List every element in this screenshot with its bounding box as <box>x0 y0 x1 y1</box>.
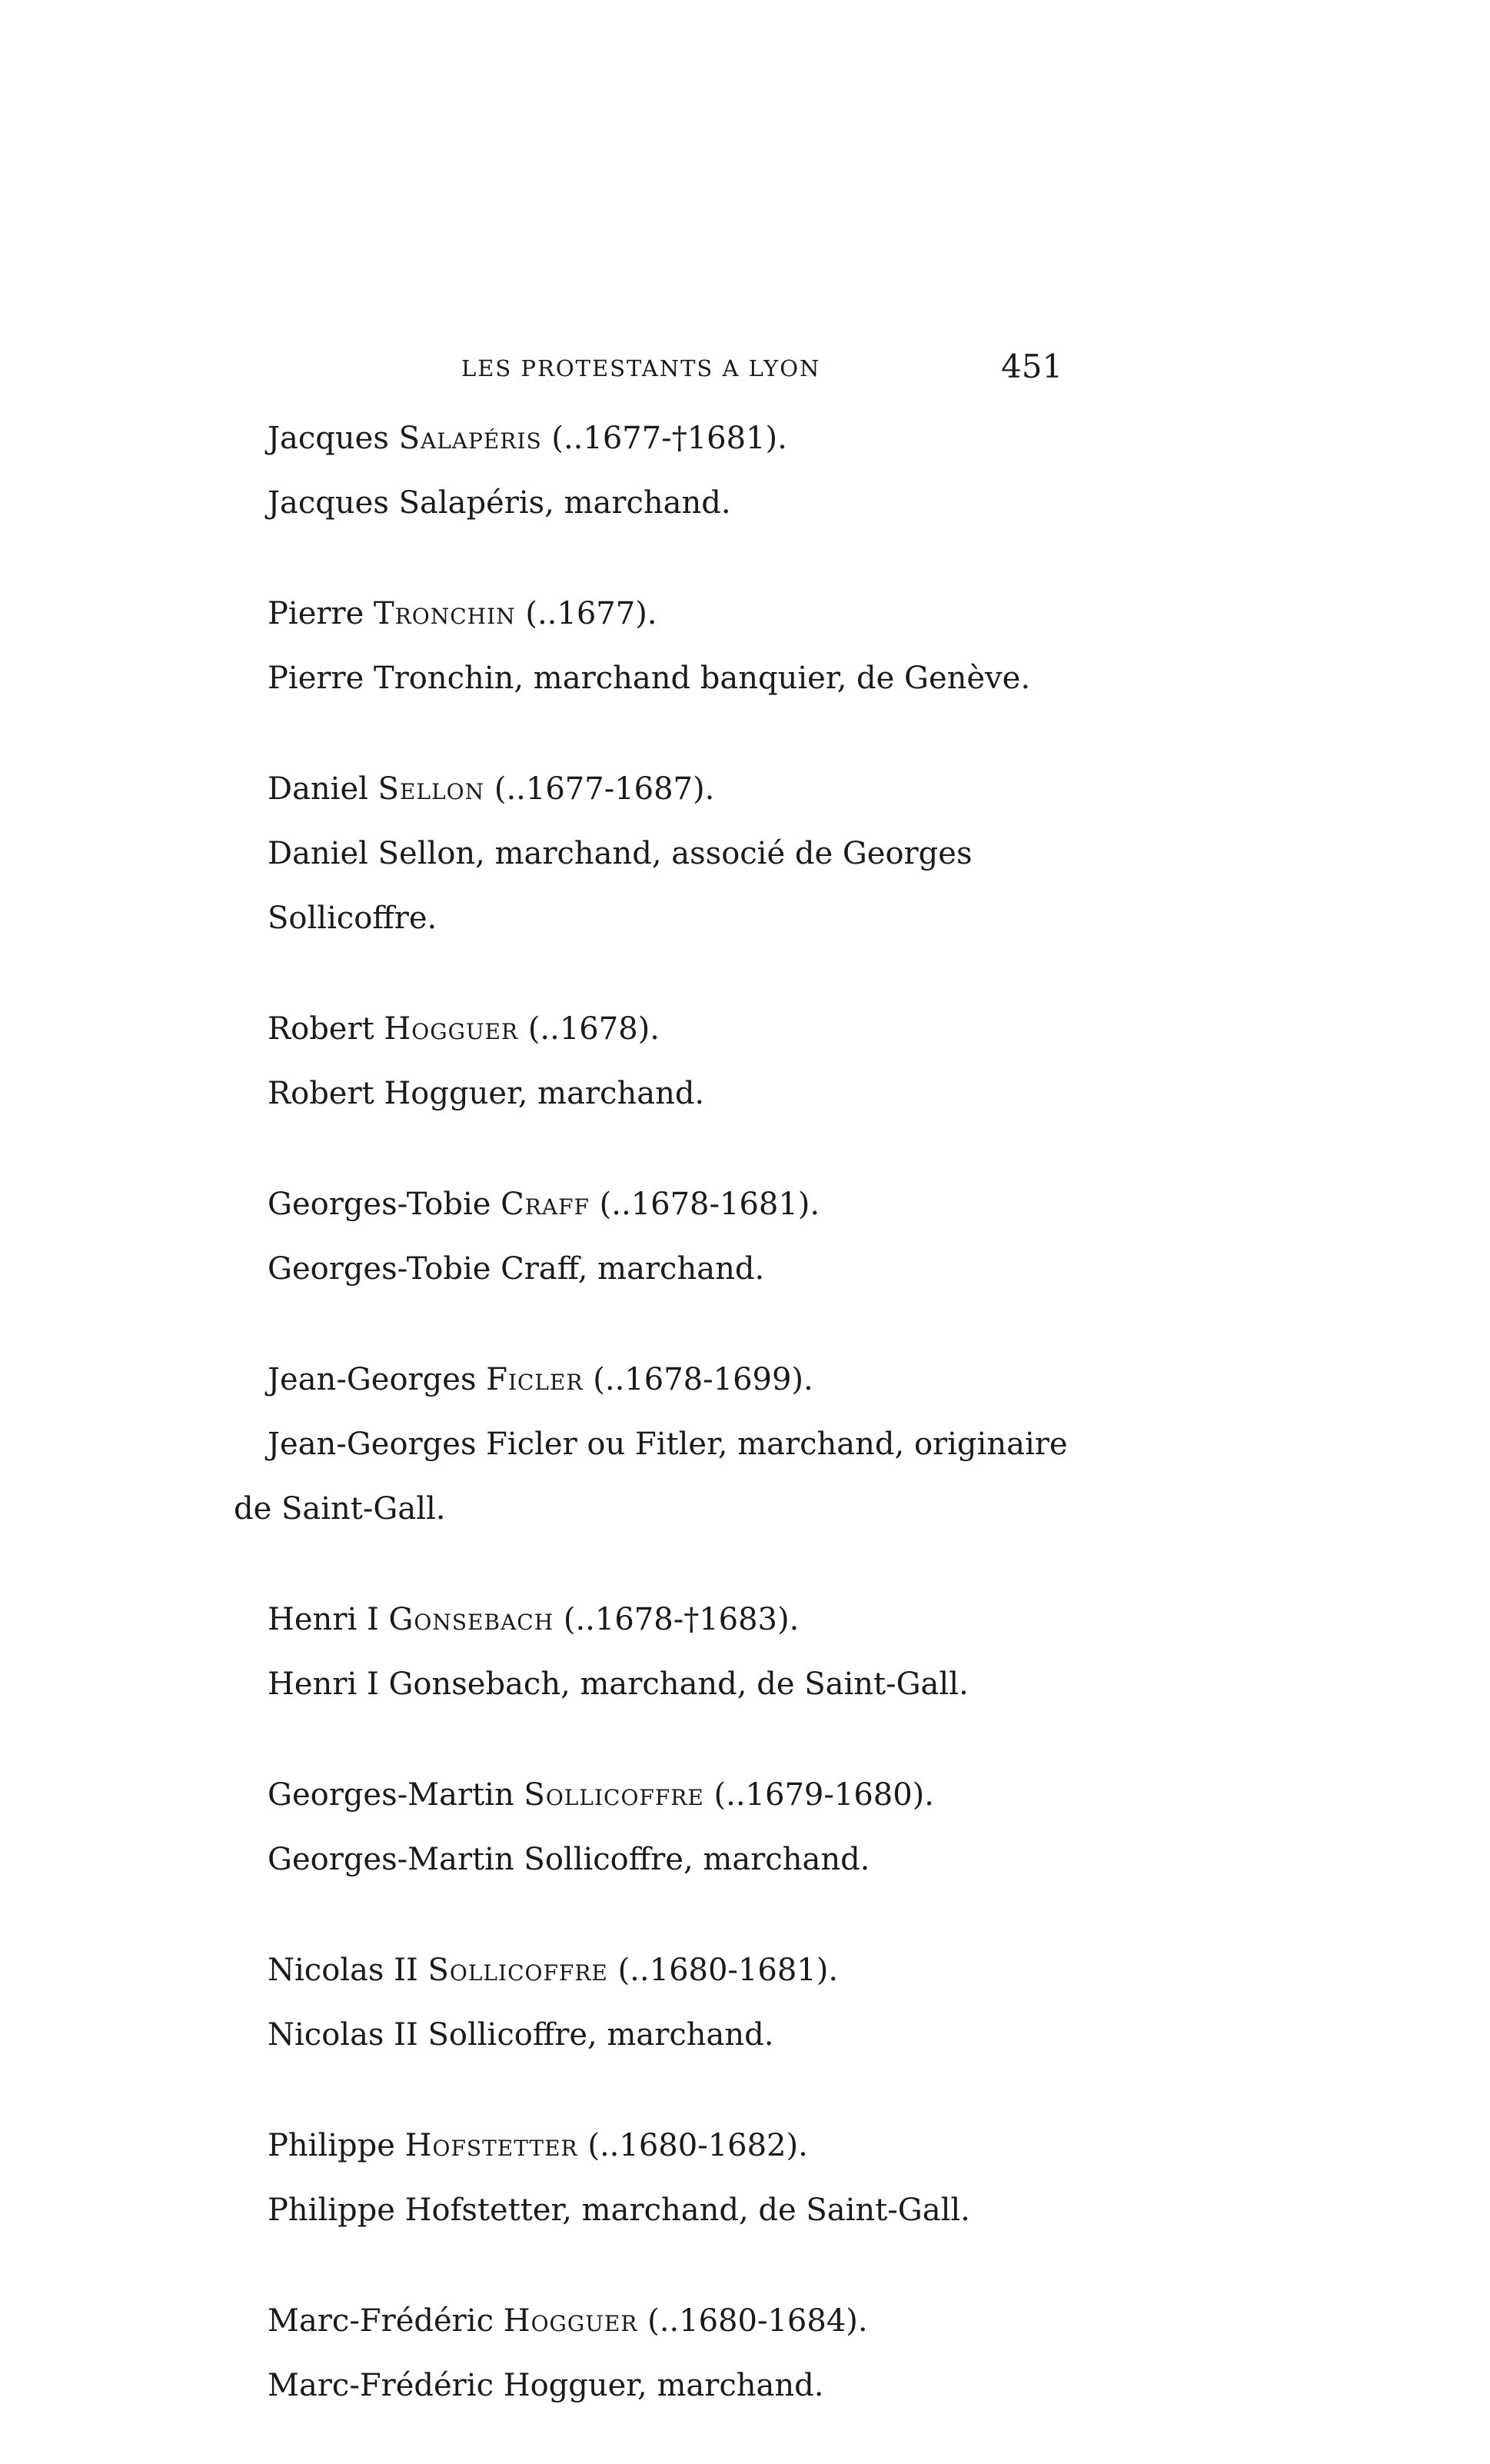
surname: Hofstetter <box>404 2128 578 2163</box>
surname: Ficler <box>486 1362 584 1397</box>
entry-heading <box>234 1938 1079 2003</box>
dates: (..1678-†1683). <box>563 1602 800 1637</box>
list-item <box>234 757 1079 951</box>
surname: Sellon <box>377 771 485 807</box>
entry-heading <box>234 406 1079 471</box>
list-item <box>234 581 1079 711</box>
given-name: Nicolas II <box>268 1953 418 1988</box>
surname: Sollicoffre <box>524 1777 704 1813</box>
entry-description: Marc-Frédéric Hogguer, marchand. <box>268 2368 824 2403</box>
list-item <box>234 1938 1079 2067</box>
given-name: Pierre <box>268 596 364 631</box>
given-name: Jacques <box>268 421 389 456</box>
entry-description: Nicolas II Sollicoffre, marchand. <box>268 2017 774 2053</box>
surname: Hogguer <box>503 2303 638 2339</box>
dates: (..1680-1682). <box>587 2128 808 2163</box>
entry-description: Georges-Tobie Craff, marchand. <box>268 1251 765 1287</box>
surname: Salapéris <box>398 421 542 456</box>
dates: (..1677-†1681). <box>551 421 787 456</box>
entry-heading <box>234 1172 1079 1237</box>
list-item <box>234 1347 1079 1541</box>
entry-description: Robert Hogguer, marchand. <box>268 1076 705 1111</box>
entry-list <box>234 406 1079 2464</box>
list-item <box>234 997 1079 1126</box>
surname: Gonsebach <box>388 1602 554 1637</box>
entry-description: Jacques Salapéris, marchand. <box>268 485 731 521</box>
dates: (..1678-1699). <box>593 1362 813 1397</box>
list-item <box>234 1587 1079 1716</box>
surname: Hogguer <box>384 1011 519 1047</box>
given-name: Daniel <box>268 771 368 807</box>
entry-heading <box>234 1347 1079 1412</box>
dates: (..1677). <box>525 596 657 631</box>
list-item <box>234 406 1079 535</box>
list-item <box>234 1763 1079 1892</box>
page-number: 451 <box>1001 348 1063 385</box>
entry-heading <box>234 757 1079 821</box>
entry-description: Henri I Gonsebach, marchand, de Saint-Gall. <box>268 1667 969 1702</box>
list-item <box>234 2289 1079 2418</box>
entry-heading <box>234 581 1079 646</box>
entry-heading <box>234 997 1079 1061</box>
entry-heading <box>234 1763 1079 1827</box>
given-name: Philippe <box>268 2128 395 2163</box>
dates: (..1678). <box>527 1011 660 1047</box>
entry-heading <box>234 1587 1079 1652</box>
surname: Craff <box>501 1187 590 1222</box>
entry-heading <box>234 2289 1079 2353</box>
list-item <box>234 2113 1079 2243</box>
given-name: Georges-Martin <box>268 1777 514 1813</box>
entry-description: Georges-Martin Sollicoffre, marchand. <box>268 1842 870 1877</box>
dates: (..1680-1684). <box>647 2303 868 2339</box>
given-name: Georges-Tobie <box>268 1187 491 1222</box>
dates: (..1679-1680). <box>713 1777 934 1813</box>
surname: Sollicoffre <box>427 1953 608 1988</box>
given-name: Henri I <box>268 1602 379 1637</box>
surname: Tronchin <box>374 596 516 631</box>
entry-description: Pierre Tronchin, marchand banquier, de Genève. <box>268 661 1031 696</box>
entry-description: Jean-Georges Ficler ou Fitler, marchand, originaire de Saint-Gall. <box>234 1427 1068 1527</box>
entry-description: Daniel Sellon, marchand, associé de Georges Sollicoffre. <box>268 836 973 936</box>
dates: (..1677-1687). <box>494 771 715 807</box>
given-name: Robert <box>268 1011 374 1047</box>
given-name: Jean-Georges <box>268 1362 477 1397</box>
running-title: LES PROTESTANTS A LYON <box>461 355 821 381</box>
entry-heading <box>234 2113 1079 2178</box>
list-item <box>234 1172 1079 1301</box>
entry-description: Philippe Hofstetter, marchand, de Saint-Gall. <box>268 2193 970 2228</box>
given-name: Marc-Frédéric <box>268 2303 494 2339</box>
dates: (..1680-1681). <box>617 1953 839 1988</box>
dates: (..1678-1681). <box>599 1187 820 1222</box>
